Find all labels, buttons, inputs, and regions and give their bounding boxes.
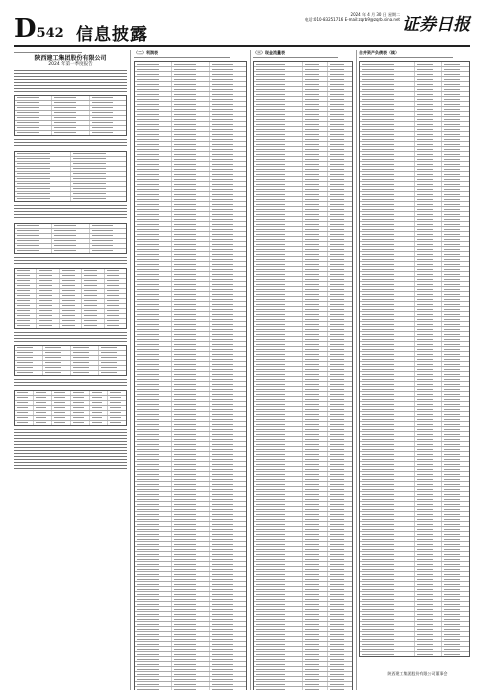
text-line	[359, 57, 453, 59]
page-letter: D	[14, 14, 37, 44]
column-divider	[356, 50, 357, 690]
text-block	[14, 332, 127, 342]
cash-flow-table	[253, 61, 353, 690]
column-2	[134, 50, 247, 690]
data-table	[14, 390, 127, 426]
data-table	[14, 151, 127, 202]
text-line	[14, 52, 82, 54]
page-number	[14, 16, 64, 42]
text-line	[253, 57, 338, 59]
masthead	[14, 10, 470, 44]
section-heading: 合并资产负债表（续）	[359, 50, 399, 55]
data-table	[14, 345, 127, 376]
section-title: 信息披露	[76, 25, 148, 45]
signature: 陕西建工集团股份有限公司董事会	[387, 671, 448, 676]
section-heading: （二）利润表	[134, 50, 158, 55]
balance-sheet-table	[359, 61, 470, 657]
text-line	[134, 57, 230, 59]
income-statement-table	[134, 61, 247, 690]
column-divider	[130, 50, 131, 690]
text-block	[14, 139, 127, 148]
section-heading: （三）现金流量表	[253, 50, 285, 55]
header-rule	[14, 45, 470, 47]
text-block	[14, 205, 127, 220]
text-block	[14, 70, 127, 92]
date-text: 2024 年 4 月 30 日 星期二	[350, 12, 400, 17]
data-table	[14, 95, 127, 136]
text-block	[14, 257, 127, 265]
dateline	[305, 12, 400, 22]
contact-text: 电话:010-83251716 E-mail:zqrb9@zqrb.sina.net	[304, 17, 400, 22]
column-1	[14, 50, 127, 690]
page-number-digits: 542	[36, 26, 64, 41]
data-table	[14, 223, 127, 254]
column-3	[253, 50, 353, 690]
text-block	[14, 379, 127, 387]
column-divider	[250, 50, 251, 690]
company-name: 陕西建工集团股份有限公司	[34, 54, 107, 62]
report-title: 2024 年第一季度报告	[48, 61, 93, 67]
newspaper-logo: 证券日报	[402, 15, 470, 35]
shareholder-table	[14, 268, 127, 329]
column-4	[359, 50, 470, 690]
text-block	[14, 429, 127, 471]
